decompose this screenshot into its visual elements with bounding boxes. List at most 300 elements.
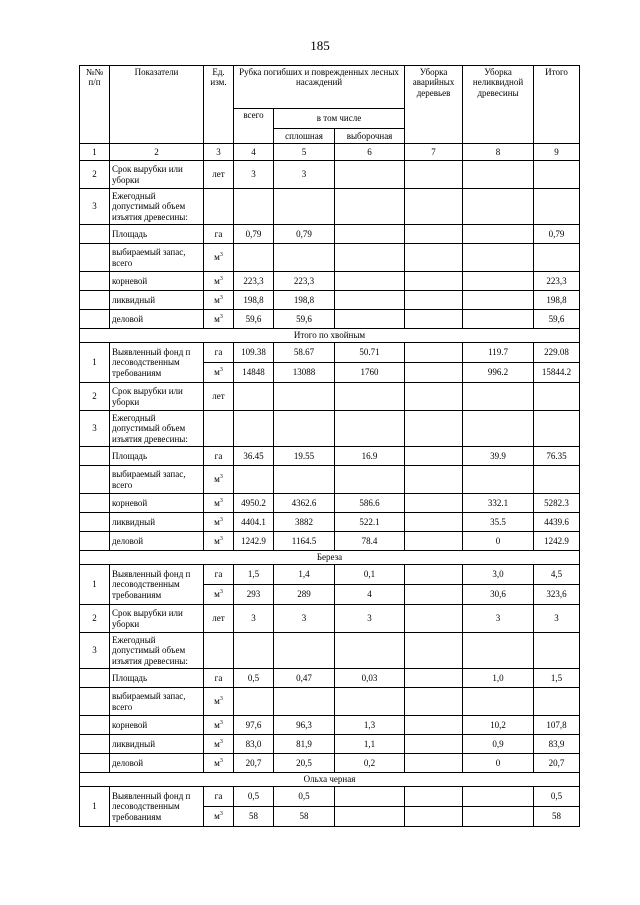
- value-cell: 36.45: [234, 447, 274, 466]
- value-cell: [463, 688, 534, 716]
- row-number: 1: [80, 343, 110, 383]
- data-row: [80, 466, 580, 494]
- value-cell: [405, 466, 463, 494]
- unit-text: га: [214, 347, 223, 358]
- row-label: Площадь: [110, 669, 204, 688]
- unit-cell: [204, 363, 234, 383]
- unit-superscript: 3: [219, 738, 223, 745]
- unit-cell: [204, 411, 234, 447]
- row-number: 3: [80, 411, 110, 447]
- row-number: 1: [80, 787, 110, 827]
- value-cell: [405, 494, 463, 513]
- section-title-row: [80, 773, 580, 787]
- value-cell: 0,03: [335, 669, 405, 688]
- unit-cell: [204, 189, 234, 225]
- row-number: 1: [80, 565, 110, 605]
- value-cell: 58: [534, 807, 580, 827]
- value-cell: 4404.1: [234, 513, 274, 532]
- unit-text: м: [214, 497, 220, 508]
- value-cell: [234, 244, 274, 272]
- value-cell: 50.71: [335, 343, 405, 363]
- unit-text: м: [214, 367, 220, 378]
- data-row: [80, 633, 580, 669]
- header-num: №№ п/п: [80, 66, 110, 144]
- col-number: 7: [405, 144, 463, 161]
- unit-superscript: 3: [219, 367, 223, 374]
- value-cell: 20,7: [234, 754, 274, 773]
- value-cell: 0,2: [335, 754, 405, 773]
- row-label: Площадь: [110, 225, 204, 244]
- value-cell: [405, 343, 463, 363]
- value-cell: 59,6: [274, 310, 335, 329]
- column-numbers-row: [80, 144, 580, 161]
- value-cell: [463, 272, 534, 291]
- value-cell: 1242.9: [234, 532, 274, 551]
- value-cell: [405, 633, 463, 669]
- value-cell: [405, 189, 463, 225]
- row-number: [80, 466, 110, 494]
- value-cell: 332.1: [463, 494, 534, 513]
- value-cell: [463, 383, 534, 411]
- unit-superscript: 3: [219, 811, 223, 818]
- header-all: всего: [234, 109, 274, 144]
- value-cell: [274, 688, 335, 716]
- unit-superscript: 3: [219, 516, 223, 523]
- value-cell: [234, 688, 274, 716]
- row-number: [80, 669, 110, 688]
- row-number: [80, 754, 110, 773]
- value-cell: [405, 669, 463, 688]
- unit-text: м: [214, 589, 220, 600]
- value-cell: [405, 565, 463, 585]
- value-cell: 0,5: [534, 787, 580, 807]
- unit-cell: [204, 807, 234, 827]
- header-felling: Рубка погибших и поврежденных лесных насаждений: [234, 66, 405, 109]
- value-cell: 198,8: [534, 291, 580, 310]
- value-cell: 20,7: [534, 754, 580, 773]
- value-cell: [405, 272, 463, 291]
- value-cell: 76.35: [534, 447, 580, 466]
- value-cell: 323,6: [534, 585, 580, 605]
- row-number: [80, 225, 110, 244]
- section-title-row: [80, 551, 580, 565]
- value-cell: [405, 363, 463, 383]
- value-cell: 223,3: [534, 272, 580, 291]
- value-cell: 3: [274, 161, 335, 189]
- data-row: [80, 669, 580, 688]
- value-cell: 13088: [274, 363, 335, 383]
- value-cell: 4: [335, 585, 405, 605]
- section-title-row: [80, 329, 580, 343]
- value-cell: [335, 189, 405, 225]
- unit-text: лет: [212, 613, 225, 624]
- value-cell: 3: [234, 605, 274, 633]
- value-cell: [463, 411, 534, 447]
- unit-superscript: 3: [219, 313, 223, 320]
- row-label: Выявленный фонд п лесоводственным требованиям: [110, 565, 204, 605]
- unit-cell: [204, 225, 234, 244]
- row-number: [80, 310, 110, 329]
- value-cell: 0: [463, 532, 534, 551]
- page-number: 185: [310, 38, 330, 53]
- value-cell: [405, 605, 463, 633]
- unit-cell: [204, 161, 234, 189]
- value-cell: 1,5: [534, 669, 580, 688]
- col-number: 1: [80, 144, 110, 161]
- row-number: 2: [80, 605, 110, 633]
- unit-text: м: [214, 252, 220, 263]
- row-label: Ежегодный допустимый объем изъятия древесины:: [110, 189, 204, 225]
- unit-superscript: 3: [219, 497, 223, 504]
- row-label: деловой: [110, 532, 204, 551]
- value-cell: 30,6: [463, 585, 534, 605]
- header-indicators: Показатели: [110, 66, 204, 144]
- unit-text: га: [214, 791, 223, 802]
- col-number: 6: [335, 144, 405, 161]
- unit-text: м: [214, 696, 220, 707]
- value-cell: 96,3: [274, 716, 335, 735]
- unit-superscript: 3: [219, 696, 223, 703]
- row-label: корневой: [110, 494, 204, 513]
- col-number: 5: [274, 144, 335, 161]
- value-cell: [405, 383, 463, 411]
- unit-cell: [204, 735, 234, 754]
- value-cell: [405, 225, 463, 244]
- unit-cell: [204, 244, 234, 272]
- value-cell: [234, 411, 274, 447]
- unit-superscript: 3: [219, 719, 223, 726]
- row-number: [80, 688, 110, 716]
- value-cell: [335, 244, 405, 272]
- value-cell: 58.67: [274, 343, 335, 363]
- unit-superscript: 3: [219, 252, 223, 259]
- row-number: [80, 291, 110, 310]
- value-cell: [534, 244, 580, 272]
- value-cell: [534, 466, 580, 494]
- data-row: [80, 605, 580, 633]
- value-cell: [405, 447, 463, 466]
- row-label: деловой: [110, 310, 204, 329]
- value-cell: 0,79: [274, 225, 335, 244]
- value-cell: 4439.6: [534, 513, 580, 532]
- unit-cell: [204, 291, 234, 310]
- row-label: Срок вырубки или уборки: [110, 605, 204, 633]
- value-cell: [274, 189, 335, 225]
- unit-text: м: [214, 811, 220, 822]
- unit-text: га: [214, 672, 223, 683]
- row-number: [80, 735, 110, 754]
- unit-superscript: 3: [219, 474, 223, 481]
- row-number: [80, 716, 110, 735]
- value-cell: [463, 161, 534, 189]
- unit-cell: [204, 688, 234, 716]
- value-cell: 198,8: [234, 291, 274, 310]
- value-cell: [463, 466, 534, 494]
- row-label: Срок вырубки или уборки: [110, 161, 204, 189]
- data-row: [80, 447, 580, 466]
- unit-cell: [204, 605, 234, 633]
- value-cell: [534, 189, 580, 225]
- value-cell: 3: [335, 605, 405, 633]
- data-row: [80, 383, 580, 411]
- value-cell: 3,0: [463, 565, 534, 585]
- unit-text: га: [214, 569, 223, 580]
- data-row: [80, 532, 580, 551]
- section-title: Итого по хвойным: [80, 329, 580, 343]
- data-row: [80, 225, 580, 244]
- unit-cell: [204, 383, 234, 411]
- value-cell: 522.1: [335, 513, 405, 532]
- unit-text: м: [214, 474, 220, 485]
- value-cell: [534, 688, 580, 716]
- value-cell: [463, 189, 534, 225]
- value-cell: [405, 585, 463, 605]
- unit-text: м: [214, 738, 220, 749]
- value-cell: [463, 807, 534, 827]
- row-number: 2: [80, 161, 110, 189]
- data-row: [80, 189, 580, 225]
- unit-text: м: [214, 516, 220, 527]
- value-cell: [463, 787, 534, 807]
- data-row: [80, 291, 580, 310]
- value-cell: 58: [234, 807, 274, 827]
- value-cell: 1,1: [335, 735, 405, 754]
- header-unit: Ед. изм.: [204, 66, 234, 144]
- unit-cell: [204, 669, 234, 688]
- data-row: [80, 494, 580, 513]
- row-label: ликвидный: [110, 291, 204, 310]
- header-emergency: Уборка аварийных деревьев: [405, 66, 463, 144]
- value-cell: [274, 633, 335, 669]
- value-cell: [335, 807, 405, 827]
- value-cell: [274, 244, 335, 272]
- row-number: [80, 447, 110, 466]
- value-cell: 1242.9: [534, 532, 580, 551]
- value-cell: [463, 244, 534, 272]
- data-row: [80, 513, 580, 532]
- row-number: [80, 513, 110, 532]
- header-clear: сплошная: [274, 129, 335, 144]
- unit-cell: [204, 585, 234, 605]
- value-cell: 223,3: [234, 272, 274, 291]
- unit-cell: [204, 494, 234, 513]
- value-cell: 1164.5: [274, 532, 335, 551]
- value-cell: 109.38: [234, 343, 274, 363]
- value-cell: [405, 291, 463, 310]
- value-cell: 586.6: [335, 494, 405, 513]
- col-number: 8: [463, 144, 534, 161]
- header-including: в том числе: [274, 109, 405, 129]
- unit-superscript: 3: [219, 589, 223, 596]
- row-label: Срок вырубки или уборки: [110, 383, 204, 411]
- value-cell: [405, 787, 463, 807]
- col-number: 2: [110, 144, 204, 161]
- unit-text: га: [214, 228, 223, 239]
- value-cell: 0,5: [234, 669, 274, 688]
- unit-cell: [204, 447, 234, 466]
- value-cell: [405, 411, 463, 447]
- value-cell: 59,6: [534, 310, 580, 329]
- row-label: Ежегодный допустимый объем изъятия древесины:: [110, 411, 204, 447]
- row-label: корневой: [110, 716, 204, 735]
- row-number: [80, 272, 110, 291]
- unit-superscript: 3: [219, 294, 223, 301]
- unit-text: м: [214, 275, 220, 286]
- value-cell: 119.7: [463, 343, 534, 363]
- value-cell: [335, 466, 405, 494]
- value-cell: 1760: [335, 363, 405, 383]
- data-row: [80, 272, 580, 291]
- value-cell: [234, 383, 274, 411]
- value-cell: 14848: [234, 363, 274, 383]
- value-cell: 10,2: [463, 716, 534, 735]
- value-cell: 16.9: [335, 447, 405, 466]
- data-row: [80, 754, 580, 773]
- unit-superscript: 3: [219, 275, 223, 282]
- value-cell: [335, 633, 405, 669]
- unit-cell: [204, 310, 234, 329]
- data-row: [80, 244, 580, 272]
- unit-cell: [204, 466, 234, 494]
- value-cell: 3: [234, 161, 274, 189]
- value-cell: [335, 161, 405, 189]
- unit-cell: [204, 754, 234, 773]
- value-cell: 97,6: [234, 716, 274, 735]
- value-cell: 1,0: [463, 669, 534, 688]
- value-cell: [274, 383, 335, 411]
- row-label: ликвидный: [110, 513, 204, 532]
- unit-cell: [204, 633, 234, 669]
- row-number: 3: [80, 633, 110, 669]
- data-row: [80, 688, 580, 716]
- row-number: 3: [80, 189, 110, 225]
- fund-row: [80, 565, 580, 585]
- value-cell: [274, 411, 335, 447]
- unit-text: лет: [212, 391, 225, 402]
- header-nonliquid: Уборка неликвидной древесины: [463, 66, 534, 144]
- value-cell: 0,5: [234, 787, 274, 807]
- value-cell: [335, 688, 405, 716]
- value-cell: 0,47: [274, 669, 335, 688]
- unit-text: лет: [212, 169, 225, 180]
- value-cell: [405, 244, 463, 272]
- row-label: выбираемый запас, всего: [110, 688, 204, 716]
- value-cell: 198,8: [274, 291, 335, 310]
- unit-text: м: [214, 313, 220, 324]
- fund-row: [80, 787, 580, 807]
- value-cell: 1,5: [234, 565, 274, 585]
- unit-text: м: [214, 294, 220, 305]
- value-cell: 107,8: [534, 716, 580, 735]
- data-row: [80, 161, 580, 189]
- data-row: [80, 310, 580, 329]
- value-cell: [534, 383, 580, 411]
- section-title: Ольха черная: [80, 773, 580, 787]
- unit-cell: [204, 565, 234, 585]
- value-cell: [335, 225, 405, 244]
- value-cell: 81,9: [274, 735, 335, 754]
- value-cell: [405, 735, 463, 754]
- value-cell: [335, 272, 405, 291]
- value-cell: 3882: [274, 513, 335, 532]
- value-cell: [405, 716, 463, 735]
- value-cell: [335, 411, 405, 447]
- row-number: [80, 494, 110, 513]
- value-cell: 289: [274, 585, 335, 605]
- value-cell: [335, 310, 405, 329]
- unit-text: м: [214, 535, 220, 546]
- value-cell: 0,9: [463, 735, 534, 754]
- row-label: деловой: [110, 754, 204, 773]
- col-number: 3: [204, 144, 234, 161]
- value-cell: [534, 161, 580, 189]
- data-row: [80, 735, 580, 754]
- row-number: [80, 532, 110, 551]
- unit-superscript: 3: [219, 535, 223, 542]
- row-label: Выявленный фонд п лесоводственным требованиям: [110, 787, 204, 827]
- value-cell: 83,0: [234, 735, 274, 754]
- value-cell: 78.4: [335, 532, 405, 551]
- col-number: 4: [234, 144, 274, 161]
- value-cell: 3: [463, 605, 534, 633]
- value-cell: [274, 466, 335, 494]
- unit-cell: [204, 716, 234, 735]
- value-cell: [234, 633, 274, 669]
- value-cell: 293: [234, 585, 274, 605]
- section-title: Береза: [80, 551, 580, 565]
- value-cell: [335, 383, 405, 411]
- value-cell: [463, 291, 534, 310]
- value-cell: 20,5: [274, 754, 335, 773]
- value-cell: 229.08: [534, 343, 580, 363]
- row-number: 2: [80, 383, 110, 411]
- value-cell: 1,4: [274, 565, 335, 585]
- value-cell: 4,5: [534, 565, 580, 585]
- data-row: [80, 716, 580, 735]
- value-cell: [234, 466, 274, 494]
- value-cell: 58: [274, 807, 335, 827]
- value-cell: 35.5: [463, 513, 534, 532]
- value-cell: [405, 688, 463, 716]
- value-cell: 3: [274, 605, 335, 633]
- forest-data-table: [79, 65, 580, 827]
- value-cell: 0,79: [234, 225, 274, 244]
- value-cell: 5282.3: [534, 494, 580, 513]
- value-cell: 996.2: [463, 363, 534, 383]
- unit-text: м: [214, 757, 220, 768]
- value-cell: 0,1: [335, 565, 405, 585]
- header-selective: выборочная: [335, 129, 405, 144]
- value-cell: 83,9: [534, 735, 580, 754]
- unit-text: м: [214, 719, 220, 730]
- value-cell: 4362.6: [274, 494, 335, 513]
- unit-text: га: [214, 450, 223, 461]
- header-total: Итого: [534, 66, 580, 144]
- fund-row: [80, 343, 580, 363]
- row-label: выбираемый запас, всего: [110, 466, 204, 494]
- value-cell: [405, 310, 463, 329]
- value-cell: 0,79: [534, 225, 580, 244]
- row-label: Выявленный фонд п лесоводственным требованиям: [110, 343, 204, 383]
- row-label: ликвидный: [110, 735, 204, 754]
- value-cell: 19.55: [274, 447, 335, 466]
- value-cell: [405, 161, 463, 189]
- unit-cell: [204, 272, 234, 291]
- value-cell: [534, 633, 580, 669]
- value-cell: [335, 291, 405, 310]
- row-number: [80, 244, 110, 272]
- row-label: выбираемый запас, всего: [110, 244, 204, 272]
